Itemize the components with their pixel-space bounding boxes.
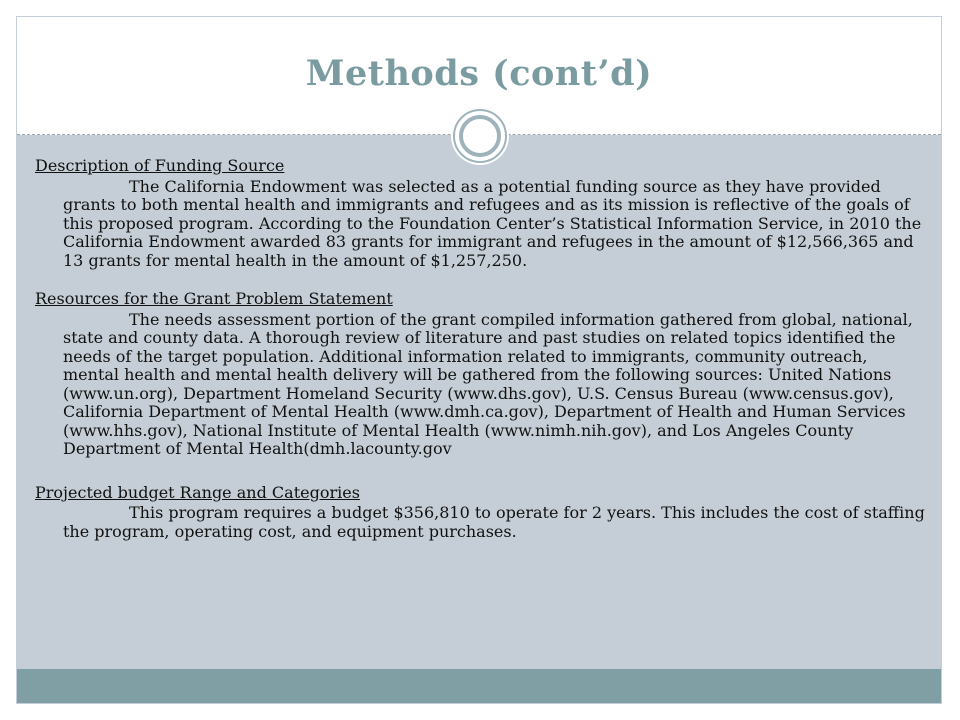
section-budget bbox=[35, 484, 925, 542]
slide-title: Methods (cont’d) bbox=[305, 53, 653, 94]
section-body: The needs assessment portion of the grant compiled information gathered from global, national, state and county data. A thorough review of literature and past studies on related topics identified the needs of the target population. Additional information related to immigrants, community outreach, mental health and mental health delivery will be gathered from the following sources: United Nations (www.un.org), Department Homeland Security (www.dhs.gov), U.S. Census Bureau (www.census.gov), California Department of Mental Health (www.dmh.ca.gov), Department of Health and Human Services (www.hhs.gov), National Institute of Mental Health (www.nimh.nih.gov), and Los Angeles County Department of Mental Health(dmh.lacounty.gov bbox=[63, 309, 913, 458]
section-funding-source bbox=[35, 157, 925, 270]
slide-content bbox=[35, 157, 925, 541]
section-heading: Description of Funding Source bbox=[35, 156, 285, 175]
section-heading: Projected budget Range and Categories bbox=[35, 482, 360, 502]
section-body: The California Endowment was selected as a potential funding source as they have provided grants to both mental health and immigrants and refugees and as its mission is reflective of the goals of this proposed program. According to the Foundation Center’s Statistical Information Service, in 2010 the California Endowment awarded 83 grants for immigrant and refugees in the amount of $12,566,365 and 13 grants for mental health in the amount of $1,257,250. bbox=[63, 176, 922, 270]
section-problem-statement-resources bbox=[35, 290, 925, 459]
slide bbox=[16, 16, 942, 704]
section-heading: Resources for the Grant Problem Statement bbox=[35, 289, 393, 308]
section-body: This program requires a budget $356,810 to operate for 2 years. This includes the cost of staffing the program, operating cost, and equipment purchases. bbox=[63, 503, 925, 541]
footer-bar bbox=[17, 669, 941, 703]
